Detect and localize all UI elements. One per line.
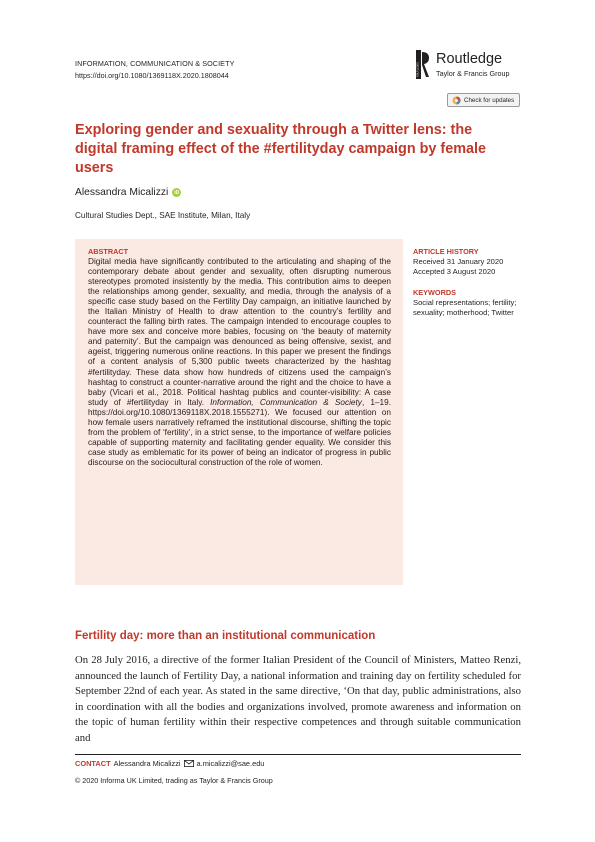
abstract-cited-journal: Information, Communication & Society [210, 397, 362, 407]
author-line [75, 187, 181, 198]
section-title: Fertility day: more than an institutional communication [75, 630, 376, 642]
doi-link[interactable]: https://doi.org/10.1080/1369118X.2020.1808044 [75, 71, 229, 80]
contact-email[interactable]: a.micalizzi@sae.edu [196, 759, 265, 768]
article-history-heading: ARTICLE HISTORY [413, 247, 479, 256]
article-history [413, 247, 523, 277]
section-body: On 28 July 2016, a directive of the former Italian President of the Council of Ministers, Matteo Renzi, announced the launch of Fertility Day, a national information and training day on fertility scheduled for September 22nd of each year. As stated in the same directive, ‘On that day, public administrations, also in coordination with all the bodies and organizations involved, promote awareness and information on the topic of human fertility within their respective competences and through suitable communication and [75, 654, 521, 744]
envelope-icon [184, 760, 194, 767]
accepted-date: Accepted 3 August 2020 [413, 267, 496, 276]
abstract-text-part-1: Digital media have significantly contributed to the articulating and shaping of the contemporary debate about gender and sexuality, often disrupting numerous stereotypes promoted insistently by the media. This contribution aims to deepen the relationships among gender, sexuality, and media, through the analysis of a specific case study based on the Fertility Day campaign, an initiative launched by the Italian Ministry of Health to draw attention to the country’s fertility and counteract the falling birth rates. The campaign intended to encourage couples to have more sex and conceive more babies, focusing on ‘the beauty of maternity and paternity’. But the campaign was denounced as being offensive, sexist, and ageist, triggering numerous online reactions. In this paper we present the findings of a content analysis of 5,300 public tweets characterized by the hashtag #fertilityday. These data show how hundreds of citizens used the campaign’s hashtag to construct a counter-narrative around the right and the choice to have a baby (Vicari et al., 2018. Political hashtag publics and counter-visibility: A case study of #fertilityday in Italy. [88, 257, 391, 407]
journal-name: INFORMATION, COMMUNICATION & SOCIETY [75, 59, 235, 68]
svg-text:ROUTLEDGE: ROUTLEDGE [416, 62, 420, 77]
copyright: © 2020 Informa UK Limited, trading as Taylor & Francis Group [75, 776, 273, 785]
publisher-logo[interactable] [416, 50, 526, 80]
article-title: Exploring gender and sexuality through a Twitter lens: the digital framing effect of the #fertilityday campaign by female users [75, 122, 487, 176]
abstract-heading: ABSTRACT [88, 247, 129, 256]
check-for-updates-button[interactable] [447, 93, 520, 107]
routledge-logo-icon [416, 50, 430, 79]
affiliation: Cultural Studies Dept., SAE Institute, Milan, Italy [75, 211, 251, 220]
keywords [413, 288, 523, 318]
orcid-icon[interactable]: iD [174, 189, 180, 196]
publisher-subtitle: Taylor & Francis Group [436, 69, 510, 78]
keywords-heading: KEYWORDS [413, 288, 456, 297]
received-date: Received 31 January 2020 [413, 257, 504, 266]
check-updates-label: Check for updates [464, 96, 515, 104]
abstract-text [88, 257, 391, 468]
keywords-text: Social representations; fertility; sexuality; motherhood; Twitter [413, 298, 517, 317]
contact-line [75, 759, 264, 768]
check-updates-icon [452, 96, 461, 105]
abstract-text-part-2: , 1–19. https://doi.org/10.1080/1369118X.2018.1555271). We focused our attention on how female users narratively reframed the institutional discourse, shifting the topic from the problem of ‘fertility’, in a strict sense, to the importance of welfare policies capable of supporting maternity and facilitating gender equality. We consider this case study as emblematic for its power of being an indicator of progress in public discourse on the sociocultural construction of the role of women. [88, 397, 391, 467]
contact-name: Alessandra Micalizzi [113, 759, 181, 768]
abstract-box [75, 239, 403, 585]
footer-divider [75, 754, 521, 755]
contact-label: CONTACT [75, 759, 111, 768]
publisher-name: Routledge [436, 51, 503, 67]
author-name[interactable]: Alessandra Micalizzi [75, 187, 169, 198]
